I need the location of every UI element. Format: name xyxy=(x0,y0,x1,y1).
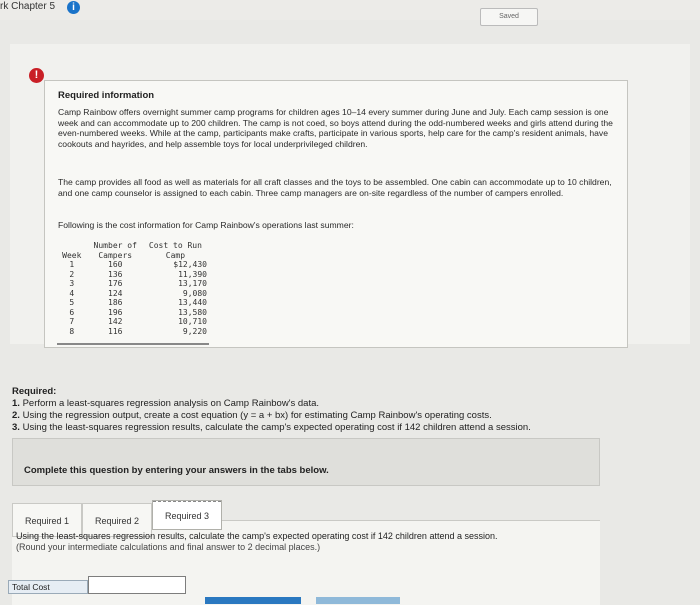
instructions-box xyxy=(12,438,600,486)
required-item-number: 1. xyxy=(12,398,20,409)
required-item-number: 2. xyxy=(12,410,20,421)
required-item-text: Perform a least-squares regression analysis on Camp Rainbow's data. xyxy=(19,398,320,409)
campers-cell: 176 xyxy=(108,279,123,288)
required-information-title: Required information xyxy=(58,90,155,101)
top-bar xyxy=(0,0,700,20)
tab-required-3[interactable]: Required 3 xyxy=(152,500,222,530)
week-cell: 7 xyxy=(69,317,75,326)
required-item-number: 3. xyxy=(12,422,20,433)
week-cell: 3 xyxy=(69,279,75,288)
table-header-cell: Cost to Run xyxy=(148,241,202,250)
cost-cell: 10,710 xyxy=(178,317,207,326)
table-bottom-rule xyxy=(57,343,209,345)
week-cell: 4 xyxy=(69,288,75,298)
answer-rounding-note: (Round your intermediate calculations and final answer to 2 decimal places.) xyxy=(16,542,321,552)
tab-required-1[interactable]: Required 1 xyxy=(12,503,82,537)
chapter-title: rk Chapter 5 xyxy=(0,1,56,12)
next-button[interactable] xyxy=(316,597,400,604)
required-list xyxy=(12,386,652,434)
cost-cell: 9,080 xyxy=(182,288,207,298)
table-row xyxy=(57,279,209,289)
tab-required-2[interactable]: Required 2 xyxy=(82,503,152,537)
cost-cell: 9,220 xyxy=(182,326,207,336)
total-cost-input[interactable] xyxy=(88,576,186,594)
cost-cell: 13,580 xyxy=(178,307,207,317)
week-cell: 1 xyxy=(69,260,75,269)
week-cell: 6 xyxy=(69,307,75,317)
total-cost-label: Total Cost xyxy=(8,580,88,594)
table-row xyxy=(57,260,209,270)
table-header-row-1 xyxy=(57,241,209,251)
table-row xyxy=(57,270,209,280)
week-cell: 8 xyxy=(69,326,75,336)
instructions-text: Complete this question by entering your answers in the tabs below. xyxy=(24,465,329,476)
campers-cell: 186 xyxy=(108,298,123,307)
info-paragraph-3: Following is the cost information for Camp Rainbow's operations last summer: xyxy=(58,220,354,230)
required-title: Required: xyxy=(12,386,57,397)
table-row xyxy=(57,308,209,318)
week-cell: 5 xyxy=(69,298,75,307)
cost-cell: $12,430 xyxy=(173,260,207,269)
saved-button[interactable]: Saved xyxy=(480,8,538,26)
table-row xyxy=(57,317,209,327)
answer-question-text: Using the least-squares regression results, calculate the camp's expected operating cost if 142 children attend a session. xyxy=(16,531,498,541)
answer-question xyxy=(16,531,590,553)
table-header-cell: Week xyxy=(62,250,82,260)
cost-cell: 11,390 xyxy=(178,269,207,279)
cost-table xyxy=(57,241,209,336)
campers-cell: 142 xyxy=(108,317,123,326)
campers-cell: 116 xyxy=(108,326,123,336)
campers-cell: 196 xyxy=(108,307,123,317)
previous-button[interactable] xyxy=(205,597,301,604)
table-header-cell: Campers xyxy=(98,250,133,260)
required-item-text: Using the regression output, create a cost equation (y = a + bx) for estimating Camp Rainbow's operating costs. xyxy=(19,410,492,421)
info-paragraph-1: Camp Rainbow offers overnight summer camp programs for children ages 10–14 every summer during June and July. Each camp session is one week and can accommodate up to 200 children. The camp is not coed, so boys attend during the odd-numbered weeks and girls attend during the even-numbered weeks. While at the camp, participants make crafts, participate in various sports, help care for the camp's resident animals, have cookouts and hayrides, and help assemble toys for local underprivileged children. xyxy=(58,107,613,149)
table-row xyxy=(57,289,209,299)
campers-cell: 136 xyxy=(108,269,123,279)
table-row xyxy=(57,298,209,308)
campers-cell: 160 xyxy=(108,260,123,269)
info-paragraph-2: The camp provides all food as well as materials for all craft classes and the toys to be assembled. One cabin can accommodate up to 10 children, and one camp counselor is assigned to each cabin. Three camp managers are on-site regardless of the number of campers enrolled. xyxy=(58,177,612,198)
table-header-cell xyxy=(57,241,87,251)
table-header-row-2 xyxy=(57,251,209,261)
cost-cell: 13,170 xyxy=(178,279,207,288)
required-item-text: Using the least-squares regression results, calculate the camp's expected operating cost if 142 children attend a session. xyxy=(19,422,531,433)
required-item-3 xyxy=(12,422,652,434)
alert-icon: ! xyxy=(29,68,44,83)
week-cell: 2 xyxy=(69,269,75,279)
required-item-1 xyxy=(12,398,652,410)
table-row xyxy=(57,327,209,337)
table-header-cell: Camp xyxy=(165,250,186,260)
cost-cell: 13,440 xyxy=(178,298,207,307)
campers-cell: 124 xyxy=(108,288,123,298)
info-icon[interactable]: i xyxy=(67,1,80,14)
required-item-2 xyxy=(12,410,652,422)
table-header-cell: Number of xyxy=(93,241,137,250)
